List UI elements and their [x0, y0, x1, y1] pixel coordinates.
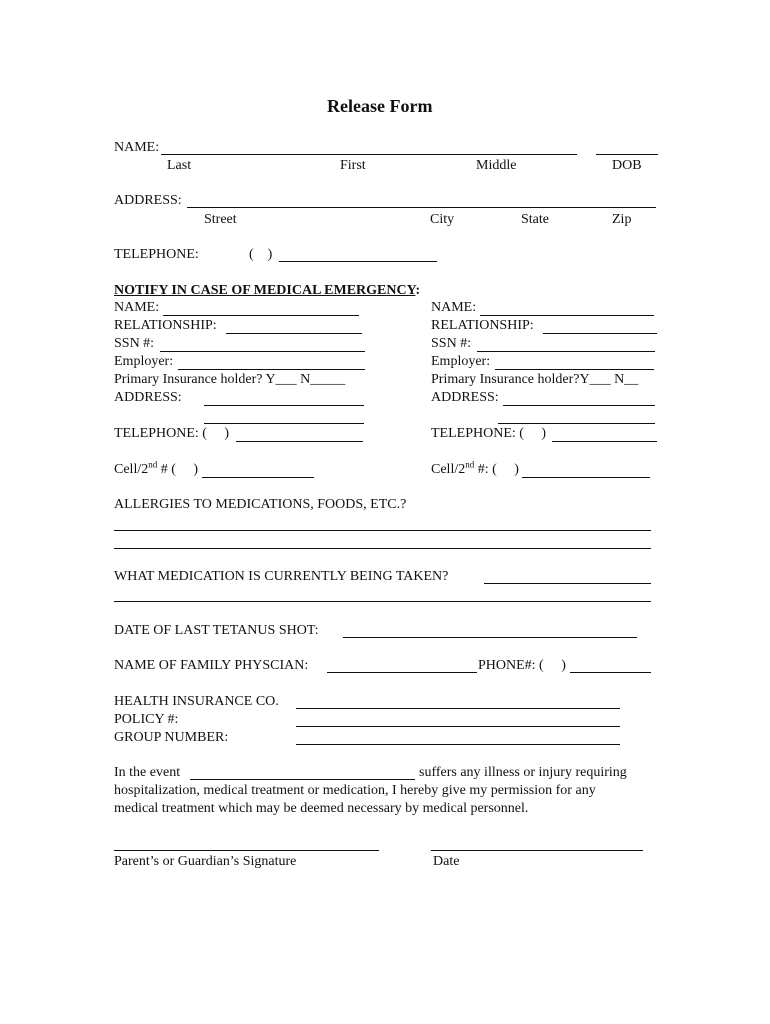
- consent-line-1b: suffers any illness or injury requiring: [419, 765, 627, 780]
- emergency-right-telephone-field[interactable]: [552, 441, 657, 442]
- emergency-right-address-field[interactable]: [503, 405, 655, 406]
- consent-name-field[interactable]: [190, 779, 415, 780]
- address-field[interactable]: [187, 207, 656, 208]
- emergency-right-employer-label: Employer:: [431, 354, 491, 369]
- emergency-left-name-field[interactable]: [163, 315, 359, 316]
- emergency-left-employer-field[interactable]: [178, 369, 365, 370]
- emergency-right-insurance: Primary Insurance holder?Y___ N__: [431, 372, 639, 387]
- medication-field-2[interactable]: [114, 601, 651, 602]
- consent-line-1a: In the event: [114, 765, 181, 780]
- insurance-company-label: HEALTH INSURANCE CO.: [114, 694, 279, 709]
- first-caption: First: [340, 158, 366, 173]
- emergency-left-telephone-label: TELEPHONE: ( ): [114, 426, 230, 441]
- emergency-left-address-label: ADDRESS:: [114, 390, 182, 405]
- emergency-left-name-label: NAME:: [114, 300, 160, 315]
- emergency-right-telephone-label: TELEPHONE: ( ): [431, 426, 547, 441]
- form-title: Release Form: [327, 96, 433, 116]
- date-field[interactable]: [431, 850, 643, 851]
- emergency-left-address-field-2[interactable]: [204, 423, 364, 424]
- emergency-right-relationship-label: RELATIONSHIP:: [431, 318, 534, 333]
- middle-caption: Middle: [476, 158, 517, 173]
- emergency-left-cell-label: Cell/2nd # ( ): [114, 459, 199, 477]
- group-number-label: GROUP NUMBER:: [114, 730, 229, 745]
- address-label: ADDRESS:: [114, 193, 182, 208]
- name-label: NAME:: [114, 140, 160, 155]
- emergency-right-cell-label: Cell/2nd #: ( ): [431, 459, 519, 477]
- insurance-company-field[interactable]: [296, 708, 620, 709]
- telephone-label: TELEPHONE:: [114, 247, 199, 262]
- date-label: Date: [433, 854, 460, 869]
- allergies-field-2[interactable]: [114, 548, 651, 549]
- emergency-left-relationship-field[interactable]: [226, 333, 362, 334]
- telephone-paren: ( ): [249, 247, 273, 262]
- tetanus-field[interactable]: [343, 637, 637, 638]
- allergies-label: ALLERGIES TO MEDICATIONS, FOODS, ETC.?: [114, 497, 407, 512]
- allergies-field-1[interactable]: [114, 530, 651, 531]
- emergency-left-employer-label: Employer:: [114, 354, 174, 369]
- emergency-right-address-label: ADDRESS:: [431, 390, 499, 405]
- emergency-right-name-field[interactable]: [480, 315, 654, 316]
- emergency-right-relationship-field[interactable]: [543, 333, 657, 334]
- emergency-left-ssn-field[interactable]: [160, 351, 365, 352]
- dob-field[interactable]: [596, 154, 658, 155]
- emergency-right-ssn-field[interactable]: [477, 351, 655, 352]
- policy-label: POLICY #:: [114, 712, 179, 727]
- emergency-left-cell-field[interactable]: [202, 477, 314, 478]
- tetanus-label: DATE OF LAST TETANUS SHOT:: [114, 623, 319, 638]
- name-field[interactable]: [161, 154, 577, 155]
- signature-label: Parent’s or Guardian’s Signature: [114, 854, 297, 869]
- telephone-field[interactable]: [279, 261, 437, 262]
- physician-phone-field[interactable]: [570, 672, 651, 673]
- emergency-right-name-label: NAME:: [431, 300, 477, 315]
- street-caption: Street: [204, 212, 237, 227]
- emergency-right-ssn-label: SSN #:: [431, 336, 472, 351]
- emergency-right-employer-field[interactable]: [495, 369, 654, 370]
- medication-label: WHAT MEDICATION IS CURRENTLY BEING TAKEN?: [114, 569, 449, 584]
- city-caption: City: [430, 212, 455, 227]
- signature-field[interactable]: [114, 850, 379, 851]
- policy-field[interactable]: [296, 726, 620, 727]
- last-caption: Last: [167, 158, 192, 173]
- dob-caption: DOB: [612, 158, 642, 173]
- consent-line-2: hospitalization, medical treatment or medication, I hereby give my permission for any: [114, 783, 596, 798]
- physician-field[interactable]: [327, 672, 477, 673]
- zip-caption: Zip: [612, 212, 632, 227]
- emergency-left-telephone-field[interactable]: [236, 441, 363, 442]
- physician-phone-label: PHONE#: ( ): [478, 658, 566, 673]
- emergency-left-relationship-label: RELATIONSHIP:: [114, 318, 217, 333]
- emergency-right-cell-field[interactable]: [522, 477, 650, 478]
- emergency-left-address-field[interactable]: [204, 405, 364, 406]
- group-number-field[interactable]: [296, 744, 620, 745]
- state-caption: State: [521, 212, 549, 227]
- emergency-heading: NOTIFY IN CASE OF MEDICAL EMERGENCY:: [114, 283, 421, 298]
- medication-field-1[interactable]: [484, 583, 651, 584]
- emergency-right-address-field-2[interactable]: [498, 423, 655, 424]
- consent-line-3: medical treatment which may be deemed necessary by medical personnel.: [114, 801, 529, 816]
- physician-label: NAME OF FAMILY PHYSCIAN:: [114, 658, 309, 673]
- emergency-left-insurance: Primary Insurance holder? Y___ N_____: [114, 372, 346, 387]
- emergency-left-ssn-label: SSN #:: [114, 336, 155, 351]
